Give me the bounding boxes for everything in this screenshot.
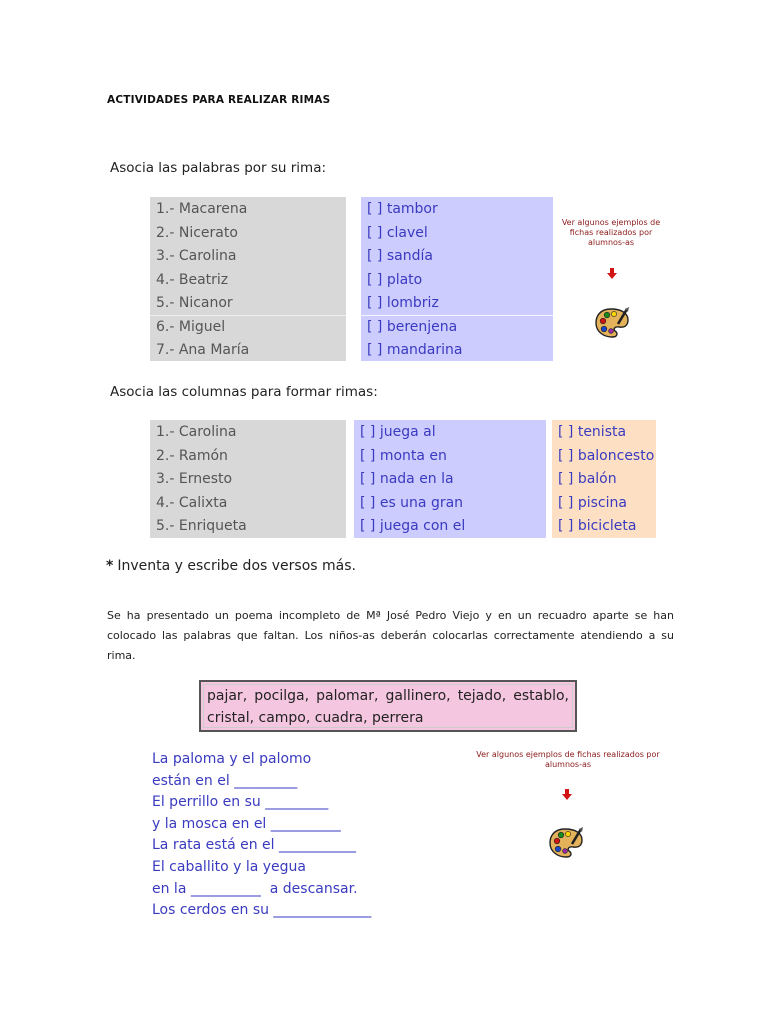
names-column-1 bbox=[150, 197, 346, 361]
name-item: 1.- Macarena bbox=[156, 201, 248, 217]
word-checkbox[interactable]: [ ] plato bbox=[367, 271, 423, 288]
name-item: 6.- Miguel bbox=[156, 318, 226, 335]
noun-checkbox[interactable]: [ ] bicicleta bbox=[558, 518, 637, 534]
row-divider bbox=[150, 315, 346, 316]
description-paragraph: Se ha presentado un poema incompleto de Mª José Pedro Viejo y en un recuadro aparte se han colocado las palabras que faltan. Los niños-as deberán colocarlas correctamente atendiendo a su rima. bbox=[107, 609, 674, 662]
palette-icon[interactable] bbox=[594, 306, 630, 344]
verb-checkbox[interactable]: [ ] es una gran bbox=[360, 494, 464, 511]
name-item: 3.- Carolina bbox=[156, 248, 237, 264]
word-checkbox[interactable]: [ ] mandarina bbox=[367, 342, 463, 358]
words-column-1 bbox=[361, 197, 553, 361]
poem-line: y la mosca en el __________ bbox=[152, 815, 341, 832]
palette-icon-2[interactable] bbox=[548, 826, 584, 864]
name-item: 5.- Enriqueta bbox=[156, 518, 247, 534]
word-checkbox[interactable]: [ ] clavel bbox=[367, 224, 428, 241]
poem-line: El caballito y la yegua bbox=[152, 858, 306, 875]
row-divider bbox=[361, 315, 553, 316]
nouns-column-2 bbox=[552, 420, 656, 538]
name-item: 7.- Ana María bbox=[156, 342, 250, 358]
poem-line: Los cerdos en su ______________ bbox=[152, 902, 372, 919]
word-checkbox[interactable]: [ ] berenjena bbox=[367, 318, 458, 335]
word-checkbox[interactable]: [ ] lombriz bbox=[367, 295, 439, 311]
poem bbox=[152, 749, 371, 922]
missing-words-box: pajar, pocilga, palomar, gallinero, tejado, establo, cristal, campo, cuadra, perrera bbox=[199, 680, 577, 732]
poem-line: están en el _________ bbox=[152, 772, 298, 789]
poem-line: La paloma y el palomo bbox=[152, 751, 312, 767]
name-item: 3.- Ernesto bbox=[156, 471, 233, 487]
names-column-2 bbox=[150, 420, 346, 538]
noun-checkbox[interactable]: [ ] tenista bbox=[558, 424, 627, 440]
invent-text: Inventa y escribe dos versos más. bbox=[117, 558, 356, 574]
name-item: 5.- Nicanor bbox=[156, 295, 233, 311]
word-checkbox[interactable]: [ ] sandía bbox=[367, 248, 433, 264]
name-item: 2.- Ramón bbox=[156, 447, 228, 464]
asterisk: * bbox=[106, 558, 114, 574]
poem-line: en la __________ a descansar. bbox=[152, 880, 358, 897]
examples-link-2[interactable]: Ver algunos ejemplos de fichas realizados por alumnos-as bbox=[476, 750, 660, 769]
down-arrow-icon-2 bbox=[562, 789, 572, 800]
noun-checkbox[interactable]: [ ] balón bbox=[558, 471, 617, 487]
verb-checkbox[interactable]: [ ] juega con el bbox=[360, 518, 466, 534]
verb-checkbox[interactable]: [ ] nada en la bbox=[360, 471, 454, 487]
noun-checkbox[interactable]: [ ] baloncesto bbox=[558, 447, 655, 464]
page-title: ACTIVIDADES PARA REALIZAR RIMAS bbox=[107, 94, 331, 106]
poem-line: La rata está en el ___________ bbox=[152, 837, 356, 854]
name-item: 2.- Nicerato bbox=[156, 224, 238, 241]
examples-link[interactable]: Ver algunos ejemplos de fichas realizados por alumnos-as bbox=[561, 218, 661, 247]
instruction-form-rhymes: Asocia las columnas para formar rimas: bbox=[110, 384, 378, 400]
down-arrow-icon bbox=[607, 268, 617, 279]
name-item: 1.- Carolina bbox=[156, 424, 237, 440]
instruction-rhyme-words: Asocia las palabras por su rima: bbox=[110, 160, 327, 176]
invent-instruction bbox=[106, 558, 356, 574]
verbs-column-2 bbox=[354, 420, 546, 538]
verb-checkbox[interactable]: [ ] juega al bbox=[360, 424, 436, 440]
verb-checkbox[interactable]: [ ] monta en bbox=[360, 447, 447, 464]
poem-line: El perrillo en su _________ bbox=[152, 794, 329, 811]
name-item: 4.- Calixta bbox=[156, 494, 228, 511]
noun-checkbox[interactable]: [ ] piscina bbox=[558, 494, 627, 511]
name-item: 4.- Beatriz bbox=[156, 271, 229, 288]
word-checkbox[interactable]: [ ] tambor bbox=[367, 201, 438, 217]
